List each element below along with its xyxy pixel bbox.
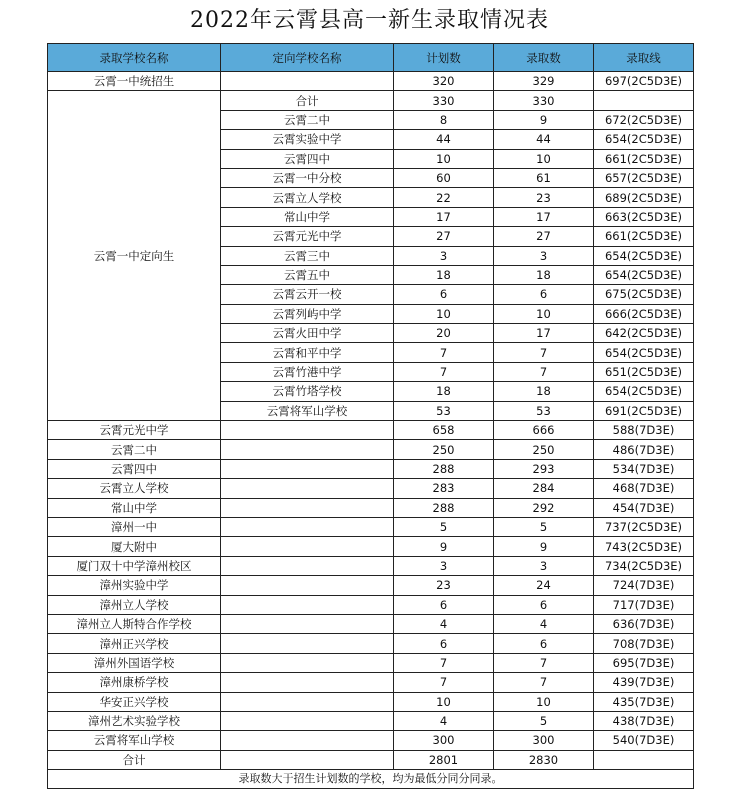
cell-plan: 20 (394, 324, 494, 343)
cell-plan: 6 (394, 285, 494, 304)
cell-admitted: 10 (494, 304, 594, 323)
cell-directed-school (221, 479, 394, 498)
cell-cutoff: 642(2C5D3E) (594, 324, 694, 343)
cell-cutoff: 663(2C5D3E) (594, 207, 694, 226)
cell-plan: 4 (394, 711, 494, 730)
cell-directed-school (221, 537, 394, 556)
cell-admitted: 44 (494, 130, 594, 149)
cell-plan: 8 (394, 110, 494, 129)
cell-admitted: 61 (494, 168, 594, 187)
cell-cutoff: 654(2C5D3E) (594, 265, 694, 284)
cell-directed-school: 云霄元光中学 (221, 227, 394, 246)
cell-school: 漳州正兴学校 (48, 634, 221, 653)
cell-directed-school (221, 517, 394, 536)
note-row (48, 770, 694, 789)
cell-directed-school: 云霄实验中学 (221, 130, 394, 149)
cell-cutoff: 654(2C5D3E) (594, 382, 694, 401)
cell-admitted: 3 (494, 246, 594, 265)
cell-admitted: 284 (494, 479, 594, 498)
header-plan: 计划数 (394, 44, 494, 72)
cell-admitted: 5 (494, 711, 594, 730)
table-row (48, 653, 694, 672)
table-body (48, 72, 694, 789)
cell-directed-school (221, 440, 394, 459)
table-row (48, 731, 694, 750)
cell-cutoff: 672(2C5D3E) (594, 110, 694, 129)
cell-admitted: 18 (494, 382, 594, 401)
cell-admitted: 17 (494, 207, 594, 226)
cell-plan: 18 (394, 382, 494, 401)
cell-directed-school (221, 421, 394, 440)
cell-plan: 9 (394, 537, 494, 556)
cell-cutoff: 468(7D3E) (594, 479, 694, 498)
cell-directed-school (221, 595, 394, 614)
cell-plan: 320 (394, 72, 494, 91)
cell-admitted: 2830 (494, 750, 594, 769)
cell-admitted: 9 (494, 110, 594, 129)
cell-cutoff: 661(2C5D3E) (594, 149, 694, 168)
cell-directed-school: 常山中学 (221, 207, 394, 226)
cell-plan: 3 (394, 556, 494, 575)
cell-cutoff: 438(7D3E) (594, 711, 694, 730)
cell-plan: 7 (394, 343, 494, 362)
cell-plan: 300 (394, 731, 494, 750)
table-row (48, 517, 694, 536)
cell-plan: 23 (394, 576, 494, 595)
cell-admitted: 17 (494, 324, 594, 343)
cell-school: 云霄一中统招生 (48, 72, 221, 91)
cell-school: 云霄将军山学校 (48, 731, 221, 750)
cell-cutoff: 689(2C5D3E) (594, 188, 694, 207)
cell-school: 漳州实验中学 (48, 576, 221, 595)
cell-admitted: 24 (494, 576, 594, 595)
cell-admitted: 6 (494, 285, 594, 304)
cell-admitted: 293 (494, 459, 594, 478)
cell-plan: 44 (394, 130, 494, 149)
cell-plan: 283 (394, 479, 494, 498)
cell-school-group: 云霄一中定向生 (48, 91, 221, 421)
cell-cutoff: 454(7D3E) (594, 498, 694, 517)
cell-school: 漳州立人学校 (48, 595, 221, 614)
cell-cutoff: 661(2C5D3E) (594, 227, 694, 246)
cell-plan: 22 (394, 188, 494, 207)
cell-admitted: 4 (494, 614, 594, 633)
table-row (48, 711, 694, 730)
cell-admitted: 7 (494, 362, 594, 381)
cell-cutoff: 486(7D3E) (594, 440, 694, 459)
cell-plan: 250 (394, 440, 494, 459)
table-row (48, 421, 694, 440)
header-school: 录取学校名称 (48, 44, 221, 72)
table-row (48, 91, 694, 110)
cell-admitted: 6 (494, 634, 594, 653)
cell-admitted: 10 (494, 149, 594, 168)
cell-plan: 2801 (394, 750, 494, 769)
cell-admitted: 7 (494, 673, 594, 692)
cell-directed-school: 云霄三中 (221, 246, 394, 265)
cell-plan: 658 (394, 421, 494, 440)
cell-admitted: 329 (494, 72, 594, 91)
cell-directed-school: 云霄列屿中学 (221, 304, 394, 323)
cell-directed-school (221, 556, 394, 575)
header-directed-school: 定向学校名称 (221, 44, 394, 72)
cell-plan: 4 (394, 614, 494, 633)
cell-cutoff: 439(7D3E) (594, 673, 694, 692)
cell-cutoff: 666(2C5D3E) (594, 304, 694, 323)
cell-cutoff (594, 750, 694, 769)
cell-directed-school (221, 614, 394, 633)
table-row (48, 750, 694, 769)
cell-school: 合计 (48, 750, 221, 769)
cell-school: 漳州立人斯特合作学校 (48, 614, 221, 633)
table-row (48, 498, 694, 517)
header-admitted: 录取数 (494, 44, 594, 72)
cell-cutoff: 724(7D3E) (594, 576, 694, 595)
cell-directed-school (221, 459, 394, 478)
cell-directed-school: 合计 (221, 91, 394, 110)
cell-directed-school: 云霄竹港中学 (221, 362, 394, 381)
cell-cutoff: 588(7D3E) (594, 421, 694, 440)
cell-admitted: 27 (494, 227, 594, 246)
cell-school: 云霄元光中学 (48, 421, 221, 440)
cell-cutoff: 675(2C5D3E) (594, 285, 694, 304)
cell-school: 漳州外国语学校 (48, 653, 221, 672)
cell-directed-school (221, 653, 394, 672)
cell-directed-school (221, 634, 394, 653)
table-row (48, 537, 694, 556)
cell-admitted: 250 (494, 440, 594, 459)
cell-directed-school: 云霄将军山学校 (221, 401, 394, 420)
cell-cutoff: 636(7D3E) (594, 614, 694, 633)
cell-admitted: 23 (494, 188, 594, 207)
cell-plan: 10 (394, 149, 494, 168)
cell-admitted: 300 (494, 731, 594, 750)
cell-directed-school (221, 498, 394, 517)
cell-school: 云霄立人学校 (48, 479, 221, 498)
cell-admitted: 330 (494, 91, 594, 110)
cell-plan: 27 (394, 227, 494, 246)
cell-directed-school (221, 576, 394, 595)
cell-plan: 288 (394, 459, 494, 478)
cell-school: 漳州一中 (48, 517, 221, 536)
cell-admitted: 666 (494, 421, 594, 440)
table-row (48, 595, 694, 614)
cell-cutoff: 708(7D3E) (594, 634, 694, 653)
cell-school: 华安正兴学校 (48, 692, 221, 711)
cell-cutoff: 654(2C5D3E) (594, 246, 694, 265)
cell-admitted: 292 (494, 498, 594, 517)
cell-directed-school: 云霄二中 (221, 110, 394, 129)
cell-admitted: 3 (494, 556, 594, 575)
cell-cutoff: 540(7D3E) (594, 731, 694, 750)
cell-school: 厦大附中 (48, 537, 221, 556)
cell-directed-school: 云霄立人学校 (221, 188, 394, 207)
cell-plan: 7 (394, 673, 494, 692)
cell-cutoff: 734(2C5D3E) (594, 556, 694, 575)
cell-admitted: 53 (494, 401, 594, 420)
cell-plan: 6 (394, 595, 494, 614)
cell-cutoff: 717(7D3E) (594, 595, 694, 614)
cell-school: 云霄二中 (48, 440, 221, 459)
cell-admitted: 7 (494, 343, 594, 362)
cell-cutoff: 697(2C5D3E) (594, 72, 694, 91)
cell-admitted: 18 (494, 265, 594, 284)
table-row (48, 556, 694, 575)
cell-plan: 18 (394, 265, 494, 284)
cell-cutoff: 654(2C5D3E) (594, 130, 694, 149)
cell-cutoff: 435(7D3E) (594, 692, 694, 711)
cell-plan: 7 (394, 362, 494, 381)
cell-plan: 10 (394, 304, 494, 323)
cell-school: 厦门双十中学漳州校区 (48, 556, 221, 575)
cell-directed-school (221, 72, 394, 91)
cell-directed-school: 云霄云开一校 (221, 285, 394, 304)
admission-table (47, 43, 694, 789)
cell-cutoff: 657(2C5D3E) (594, 168, 694, 187)
cell-directed-school: 云霄竹塔学校 (221, 382, 394, 401)
table-row (48, 479, 694, 498)
cell-cutoff (594, 91, 694, 110)
cell-directed-school (221, 750, 394, 769)
table-row (48, 692, 694, 711)
header-cutoff: 录取线 (594, 44, 694, 72)
cell-cutoff: 534(7D3E) (594, 459, 694, 478)
cell-admitted: 9 (494, 537, 594, 556)
cell-admitted: 5 (494, 517, 594, 536)
table-header-row (48, 44, 694, 72)
cell-directed-school: 云霄一中分校 (221, 168, 394, 187)
page-title: 2022年云霄县高一新生录取情况表 (190, 8, 549, 33)
cell-directed-school (221, 711, 394, 730)
cell-plan: 60 (394, 168, 494, 187)
cell-school: 漳州康桥学校 (48, 673, 221, 692)
cell-cutoff: 691(2C5D3E) (594, 401, 694, 420)
cell-plan: 17 (394, 207, 494, 226)
cell-plan: 10 (394, 692, 494, 711)
cell-school: 云霄四中 (48, 459, 221, 478)
cell-cutoff: 651(2C5D3E) (594, 362, 694, 381)
cell-admitted: 7 (494, 653, 594, 672)
table-note: 录取数大于招生计划数的学校，均为最低分同分同录。 (48, 770, 694, 789)
cell-plan: 3 (394, 246, 494, 265)
cell-directed-school (221, 692, 394, 711)
cell-directed-school: 云霄和平中学 (221, 343, 394, 362)
table-row (48, 576, 694, 595)
cell-directed-school: 云霄火田中学 (221, 324, 394, 343)
cell-plan: 7 (394, 653, 494, 672)
table-row (48, 440, 694, 459)
cell-cutoff: 695(7D3E) (594, 653, 694, 672)
cell-plan: 53 (394, 401, 494, 420)
cell-plan: 330 (394, 91, 494, 110)
cell-admitted: 10 (494, 692, 594, 711)
cell-directed-school: 云霄四中 (221, 149, 394, 168)
cell-cutoff: 743(2C5D3E) (594, 537, 694, 556)
cell-cutoff: 654(2C5D3E) (594, 343, 694, 362)
table-row (48, 459, 694, 478)
table-row (48, 72, 694, 91)
cell-plan: 5 (394, 517, 494, 536)
cell-directed-school (221, 731, 394, 750)
cell-cutoff: 737(2C5D3E) (594, 517, 694, 536)
cell-admitted: 6 (494, 595, 594, 614)
cell-directed-school (221, 673, 394, 692)
cell-school: 常山中学 (48, 498, 221, 517)
table-row (48, 614, 694, 633)
table-row (48, 673, 694, 692)
cell-school: 漳州艺术实验学校 (48, 711, 221, 730)
table-row (48, 634, 694, 653)
cell-plan: 6 (394, 634, 494, 653)
cell-plan: 288 (394, 498, 494, 517)
cell-directed-school: 云霄五中 (221, 265, 394, 284)
